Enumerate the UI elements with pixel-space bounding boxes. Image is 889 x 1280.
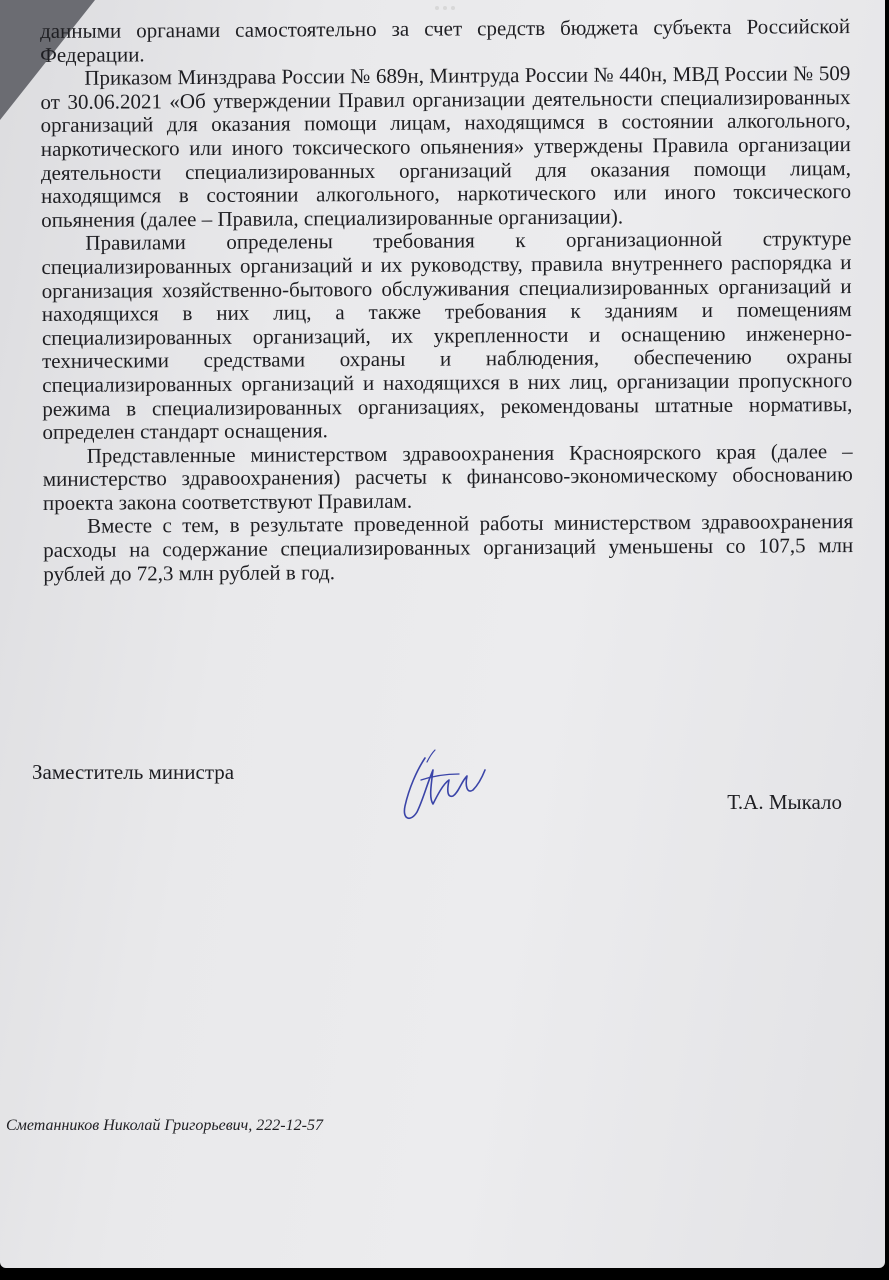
- signature-block: [32, 760, 842, 840]
- page-dot: [435, 6, 439, 10]
- page-dot: [451, 6, 455, 10]
- page-dot: [443, 6, 447, 10]
- paragraph-order: Приказом Минздрава России № 689н, Минтруда России № 440н, МВД России № 509 от 30.06.2021 «Об утверждении Правил организации деятельности специализированных организаций для оказания помощи лицам, находящимся в состоянии алкогольного, наркотического или иного токсического опьянения» утверждены Правила организации деятельности специализированных организаций для оказания помощи лицам, находящимся в состоянии алкогольного, наркотического или иного токсического опьянения (далее – Правила, специализированные организации).: [40, 61, 852, 232]
- signer-position: Заместитель министра: [32, 760, 235, 784]
- signer-name: Т.А. Мыкало: [727, 790, 842, 814]
- paragraph-continuation: данными органами самостоятельно за счет средств бюджета субъекта Российской Федерации.: [39, 14, 851, 67]
- page-indicator: [435, 6, 455, 10]
- handwritten-signature: [387, 740, 497, 840]
- document-body: [40, 15, 853, 586]
- paragraph-calculations: Представленные министерством здравоохранения Красноярского края (далее – министерство здравоохранения) расчеты к финансово-экономическому обоснованию проекта закона соответствуют Правилам.: [42, 438, 853, 515]
- paragraph-rules: Правилами определены требования к организационной структуре специализированных организаций и их руководству, правила внутреннего распорядка и организация хозяйственно-бытового обслуживания специализированных организаций и находящихся в них лиц, а также требования к зданиям и помещениям специализированных организаций, их укрепленности и оснащению инженерно-техническими средствами охраны и наблюдения, обеспечению охраны специализированных организаций и находящихся в них лиц, организации пропускного режима в специализированных организациях, рекомендованы штатные нормативы, определен стандарт оснащения.: [41, 226, 853, 445]
- contact-line: Сметанников Николай Григорьевич, 222-12-57: [6, 1117, 323, 1134]
- paragraph-expenses: Вместе с тем, в результате проведенной работы министерством здравоохранения расходы на содержание специализированных организаций уменьшены со 107,5 млн рублей до 72,3 млн рублей в год.: [43, 509, 854, 586]
